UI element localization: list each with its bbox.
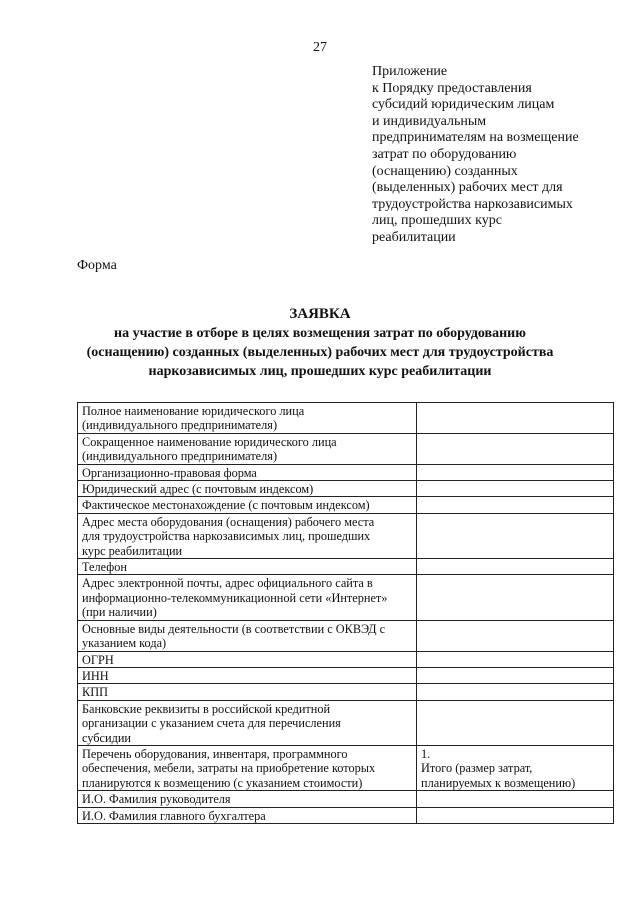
field-label-line: указанием кода) — [82, 636, 167, 651]
field-label-line: субсидии — [82, 730, 131, 745]
field-value-cell[interactable] — [417, 559, 614, 575]
field-label-line: Фактическое местонахождение (с почтовым индексом) — [82, 498, 370, 513]
subtitle-line: (оснащению) созданных (выделенных) рабочих мест для трудоустройства — [86, 345, 554, 360]
field-label-line: Основные виды деятельности (в соответствии с ОКВЭД с — [82, 621, 386, 636]
field-label-line: (при наличии) — [82, 605, 157, 620]
table-row — [78, 559, 614, 575]
field-value-cell[interactable] — [417, 700, 614, 745]
field-value-cell[interactable] — [417, 745, 614, 790]
table-row — [78, 684, 614, 700]
field-label-line: И.О. Фамилия руководителя — [82, 792, 231, 807]
appendix-line: и индивидуальным — [372, 113, 487, 129]
appendix-line: (выделенных) рабочих мест для — [372, 180, 563, 196]
field-label-line: ИНН — [82, 668, 109, 683]
field-value-cell[interactable] — [417, 497, 614, 513]
table-row — [78, 575, 614, 620]
table-row — [78, 807, 614, 823]
table-row — [78, 403, 614, 434]
field-label-cell — [78, 651, 417, 667]
application-subtitle — [0, 324, 640, 381]
field-value-cell[interactable] — [417, 807, 614, 823]
field-value-line: Итого (размер затрат, — [421, 761, 533, 776]
field-label-line: И.О. Фамилия главного бухгалтера — [82, 808, 266, 823]
field-label-line: курс реабилитации — [82, 543, 183, 558]
field-label-cell — [78, 403, 417, 434]
appendix-line: трудоустройства наркозависимых — [372, 196, 573, 212]
field-label-line: Организационно-правовая форма — [82, 465, 257, 480]
field-label-line: (индивидуального предпринимателя) — [82, 449, 278, 464]
field-value-cell[interactable] — [417, 684, 614, 700]
table-row — [78, 745, 614, 790]
field-value-cell[interactable] — [417, 667, 614, 683]
subtitle-line: на участие в отборе в целях возмещения затрат по оборудованию — [114, 326, 526, 341]
table-row — [78, 700, 614, 745]
application-form-table — [77, 402, 614, 824]
field-label-line: информационно-телекоммуникационной сети «Интернет» — [82, 590, 388, 605]
field-label-line: Перечень оборудования, инвентаря, программного — [82, 746, 348, 761]
field-label-cell — [78, 433, 417, 464]
field-label-line: организации с указанием счета для перечисления — [82, 716, 341, 731]
field-value-line: планируемых к возмещению) — [421, 775, 576, 790]
field-label-cell — [78, 575, 417, 620]
appendix-line: субсидий юридическим лицам — [372, 97, 555, 113]
field-label-cell — [78, 745, 417, 790]
field-label-line: Адрес электронной почты, адрес официального сайта в — [82, 576, 373, 591]
table-row — [78, 433, 614, 464]
field-value-cell[interactable] — [417, 651, 614, 667]
field-label-line: обеспечения, мебели, затраты на приобретение которых — [82, 761, 376, 776]
table-row — [78, 651, 614, 667]
field-label-line: ОГРН — [82, 652, 114, 667]
field-label-line: планируются к возмещению (с указанием стоимости) — [82, 775, 363, 790]
appendix-line: предпринимателям на возмещение — [372, 130, 579, 146]
field-label-line: Адрес места оборудования (оснащения) рабочего места — [82, 514, 375, 529]
form-label: Форма — [77, 258, 117, 273]
table-row — [78, 791, 614, 807]
field-label-line: Телефон — [82, 560, 127, 575]
table-row — [78, 464, 614, 480]
field-label-cell — [78, 700, 417, 745]
field-label-cell — [78, 620, 417, 651]
field-label-line: Полное наименование юридического лица — [82, 404, 305, 418]
field-label-cell — [78, 791, 417, 807]
table-row — [78, 513, 614, 558]
appendix-line: к Порядку предоставления — [372, 80, 532, 96]
field-label-cell — [78, 497, 417, 513]
field-label-cell — [78, 684, 417, 700]
field-value-cell[interactable] — [417, 791, 614, 807]
table-row — [78, 481, 614, 497]
table-row — [78, 497, 614, 513]
table-row — [78, 667, 614, 683]
appendix-block — [372, 64, 612, 247]
appendix-line: реабилитации — [372, 229, 456, 245]
field-value-cell[interactable] — [417, 575, 614, 620]
appendix-line: затрат по оборудованию — [372, 146, 517, 162]
field-label-cell — [78, 667, 417, 683]
field-label-cell — [78, 807, 417, 823]
appendix-line: лиц, прошедших курс — [372, 213, 502, 229]
field-value-cell[interactable] — [417, 481, 614, 497]
field-label-line: КПП — [82, 685, 108, 700]
application-heading — [0, 305, 640, 381]
field-label-line: Сокращенное наименование юридического лица — [82, 434, 337, 449]
appendix-line: Приложение — [372, 64, 448, 79]
field-value-cell[interactable] — [417, 433, 614, 464]
application-title: ЗАЯВКА — [289, 306, 351, 322]
field-value-cell[interactable] — [417, 513, 614, 558]
field-label-cell — [78, 513, 417, 558]
subtitle-line: наркозависимых лиц, прошедших курс реабилитации — [148, 364, 492, 379]
field-value-cell[interactable] — [417, 620, 614, 651]
field-value-cell[interactable] — [417, 464, 614, 480]
field-label-line: Банковские реквизиты в российской кредитной — [82, 701, 331, 716]
field-label-cell — [78, 464, 417, 480]
field-label-cell — [78, 481, 417, 497]
field-value-cell[interactable] — [417, 403, 614, 434]
field-label-line: (индивидуального предпринимателя) — [82, 418, 278, 433]
table-row — [78, 620, 614, 651]
appendix-line: (оснащению) созданных — [372, 163, 518, 179]
field-label-line: Юридический адрес (с почтовым индексом) — [82, 482, 314, 497]
field-label-line: для трудоустройства наркозависимых лиц, прошедших — [82, 529, 371, 544]
field-value-line: 1. — [421, 746, 431, 761]
page-number: 27 — [313, 40, 327, 55]
field-label-cell — [78, 559, 417, 575]
